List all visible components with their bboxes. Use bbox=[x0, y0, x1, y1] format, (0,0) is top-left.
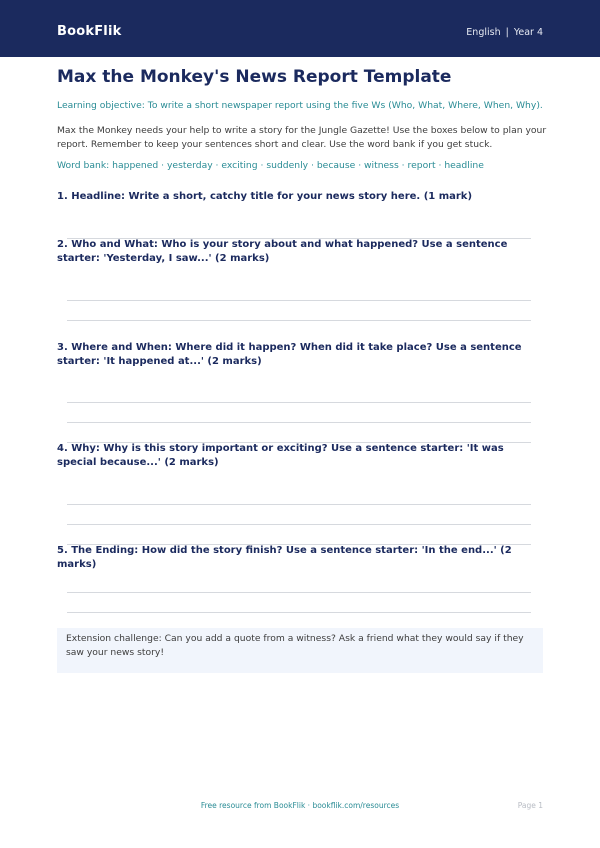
extension-challenge-text: Extension challenge: Can you add a quote from a witness? Ask a friend what they would say if they saw your news story! bbox=[66, 633, 524, 658]
question-headline: 1. Headline: Write a short, catchy title for your news story here. (1 mark) bbox=[57, 191, 473, 202]
meta-separator: | bbox=[505, 27, 509, 38]
question-ending: 5. The Ending: How did the story finish? Use a sentence starter: 'In the end...' (2 marks) bbox=[57, 545, 512, 570]
answer-line[interactable] bbox=[67, 592, 531, 593]
answer-line[interactable] bbox=[67, 320, 531, 321]
extension-challenge-box bbox=[57, 628, 543, 673]
answer-line[interactable] bbox=[67, 422, 531, 423]
answer-line[interactable] bbox=[67, 402, 531, 403]
page-header bbox=[0, 0, 600, 57]
year-label: Year 4 bbox=[513, 27, 543, 38]
intro-paragraph: Max the Monkey needs your help to write a story for the Jungle Gazette! Use the boxes below to plan your report. Remember to keep your sentences short and clear. Use the word bank if you get stuck. bbox=[57, 125, 547, 150]
answer-line[interactable] bbox=[67, 524, 531, 525]
question-why: 4. Why: Why is this story important or exciting? Use a sentence starter: 'It was special because...' (2 marks) bbox=[57, 443, 504, 468]
footer-credit[interactable]: Free resource from BookFlik · bookflik.com/resources bbox=[200, 801, 400, 810]
learning-objective: Learning objective: To write a short newspaper report using the five Ws (Who, What, Where, When, Why). bbox=[57, 100, 543, 111]
subject-label: English bbox=[466, 27, 501, 38]
question-who-what: 2. Who and What: Who is your story about and what happened? Use a sentence starter: 'Yesterday, I saw...' (2 marks) bbox=[57, 239, 508, 264]
answer-line[interactable] bbox=[67, 300, 531, 301]
page-number: Page 1 bbox=[517, 801, 543, 810]
answer-line[interactable] bbox=[67, 504, 531, 505]
question-where-when: 3. Where and When: Where did it happen? When did it take place? Use a sentence starter: 'It happened at...' (2 marks) bbox=[57, 342, 522, 367]
word-bank: Word bank: happened · yesterday · exciting · suddenly · because · witness · report · headline bbox=[57, 160, 484, 171]
answer-line[interactable] bbox=[67, 612, 531, 613]
brand-logo[interactable]: BookFlik bbox=[57, 24, 122, 39]
header-meta bbox=[466, 27, 543, 39]
page-title: Max the Monkey's News Report Template bbox=[57, 67, 452, 87]
